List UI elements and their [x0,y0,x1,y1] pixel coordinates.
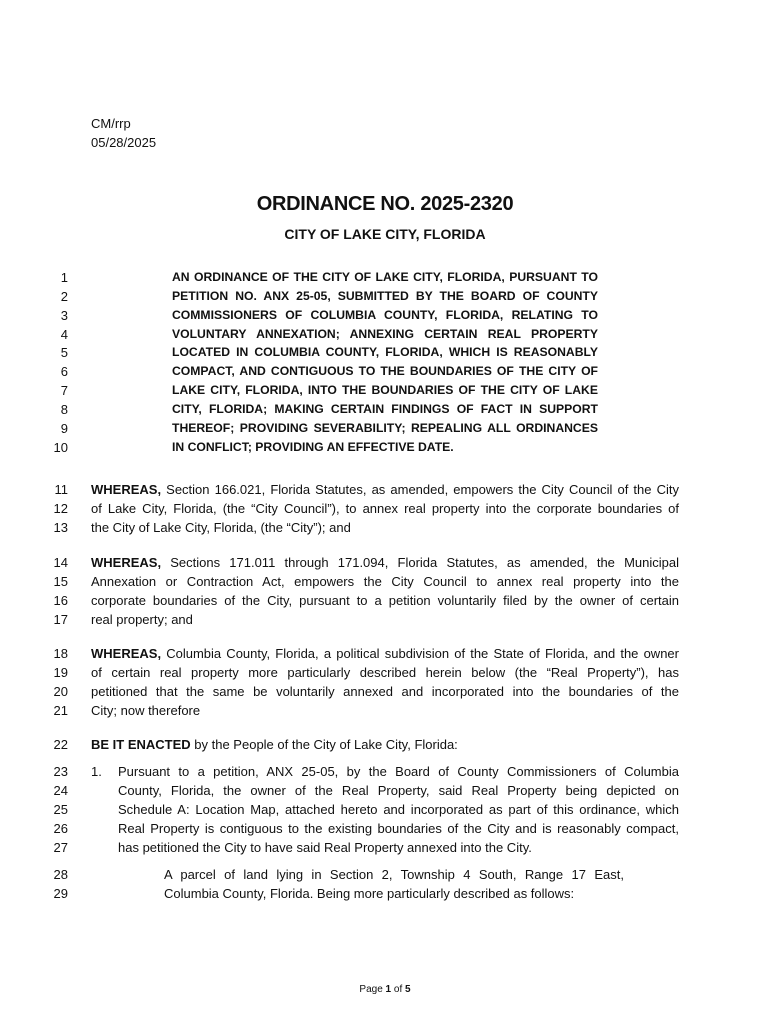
line-number: 4 [60,327,68,342]
whereas-label: WHEREAS, [91,482,162,497]
whereas-line: of Lake City, Florida, (the “City Council”), to annex real property into the corporate boundaries of [91,501,679,516]
line-number: 25 [53,802,68,817]
line-number: 3 [60,308,68,323]
line-number: 20 [53,684,68,699]
section-line: County, Florida, the owner of the Real Property, said Real Property being depicted on [118,783,679,798]
line-number: 9 [60,421,68,436]
author-initials: CM/rrp [91,116,131,131]
page-total: 5 [405,984,411,995]
line-number: 16 [53,593,68,608]
line-number: 10 [53,440,68,455]
whereas-line: corporate boundaries of the City, pursuant to a petition voluntarily filed by the owner of certain [91,593,679,608]
preamble-line: CITY, FLORIDA; MAKING CERTAIN FINDINGS OF FACT IN SUPPORT [172,402,598,416]
line-number: 14 [53,555,68,570]
line-number: 18 [53,646,68,661]
line-number: 17 [53,612,68,627]
preamble-line: LAKE CITY, FLORIDA, INTO THE BOUNDARIES OF THE CITY OF LAKE [172,383,598,397]
line-number: 23 [53,764,68,779]
section-line: has petitioned the City to have said Real Property annexed into the City. [118,840,532,855]
city-subtitle: CITY OF LAKE CITY, FLORIDA [284,226,486,242]
line-number: 29 [53,886,68,901]
page-footer: Page 1 of 5 [359,984,411,995]
whereas-line: of certain real property more particularly described herein below (the “Real Property”), has [91,665,679,680]
parcel-line: Columbia County, Florida. Being more particularly described as follows: [164,886,575,901]
whereas-line: the City of Lake City, Florida, (the “City”); and [91,520,351,535]
ordinance-title: ORDINANCE NO. 2025-2320 [256,193,514,215]
document-date: 05/28/2025 [91,135,157,150]
enacting-clause: BE IT ENACTED by the People of the City of Lake City, Florida: [91,737,458,752]
page-number: 1 [385,984,392,995]
whereas-line: petitioned that the same be voluntarily annexed and incorporated into the boundaries of the [91,684,679,699]
line-number: 13 [53,520,68,535]
preamble-line: VOLUNTARY ANNEXATION; ANNEXING CERTAIN REAL PROPERTY [172,327,598,341]
line-number: 8 [60,402,68,417]
line-number: 24 [53,783,68,798]
section-line: Pursuant to a petition, ANX 25-05, by the Board of County Commissioners of Columbia [118,764,679,779]
line-number: 26 [53,821,68,836]
preamble-line: COMMISSIONERS OF COLUMBIA COUNTY, FLORIDA, RELATING TO [172,308,598,322]
line-number: 12 [53,501,68,516]
preamble-line: LOCATED IN COLUMBIA COUNTY, FLORIDA, WHICH IS REASONABLY [172,345,598,359]
line-number: 15 [53,574,68,589]
line-number: 27 [53,840,68,855]
whereas-label: WHEREAS, [91,555,162,570]
line-number: 6 [60,364,68,379]
preamble-line: PETITION NO. ANX 25-05, SUBMITTED BY THE BOARD OF COUNTY [172,289,598,303]
line-number: 2 [60,289,68,304]
line-number: 5 [60,345,68,360]
line-number: 1 [60,270,68,285]
whereas-line: WHEREAS, Sections 171.011 through 171.094, Florida Statutes, as amended, the Municipal [91,555,679,570]
preamble-line: IN CONFLICT; PROVIDING AN EFFECTIVE DATE. [172,440,454,454]
line-number: 21 [53,703,68,718]
section-number: 1. [91,764,102,779]
preamble-line: COMPACT, AND CONTIGUOUS TO THE BOUNDARIES OF THE CITY OF [172,364,598,378]
preamble-line: AN ORDINANCE OF THE CITY OF LAKE CITY, FLORIDA, PURSUANT TO [172,270,598,284]
preamble-line: THEREOF; PROVIDING SEVERABILITY; REPEALING ALL ORDINANCES [172,421,598,435]
whereas-label: WHEREAS, [91,646,162,661]
section-line: Real Property is contiguous to the existing boundaries of the City and is reasonably compact, [118,821,679,836]
whereas-line: Annexation or Contraction Act, empowers the City Council to annex real property into the [91,574,679,589]
line-number: 28 [53,867,68,882]
whereas-line: WHEREAS, Columbia County, Florida, a political subdivision of the State of Florida, and the owner [91,646,679,661]
line-number: 11 [54,482,68,497]
parcel-line: A parcel of land lying in Section 2, Township 4 South, Range 17 East, [164,867,624,882]
whereas-line: City; now therefore [91,703,201,718]
whereas-line: WHEREAS, Section 166.021, Florida Statutes, as amended, empowers the City Council of the City [91,482,679,497]
whereas-line: real property; and [91,612,193,627]
line-number: 22 [53,737,68,752]
document-header [91,114,156,152]
line-number: 19 [53,665,68,680]
section-line: Schedule A: Location Map, attached hereto and incorporated as part of this ordinance, which [118,802,679,817]
line-number: 7 [60,383,68,398]
